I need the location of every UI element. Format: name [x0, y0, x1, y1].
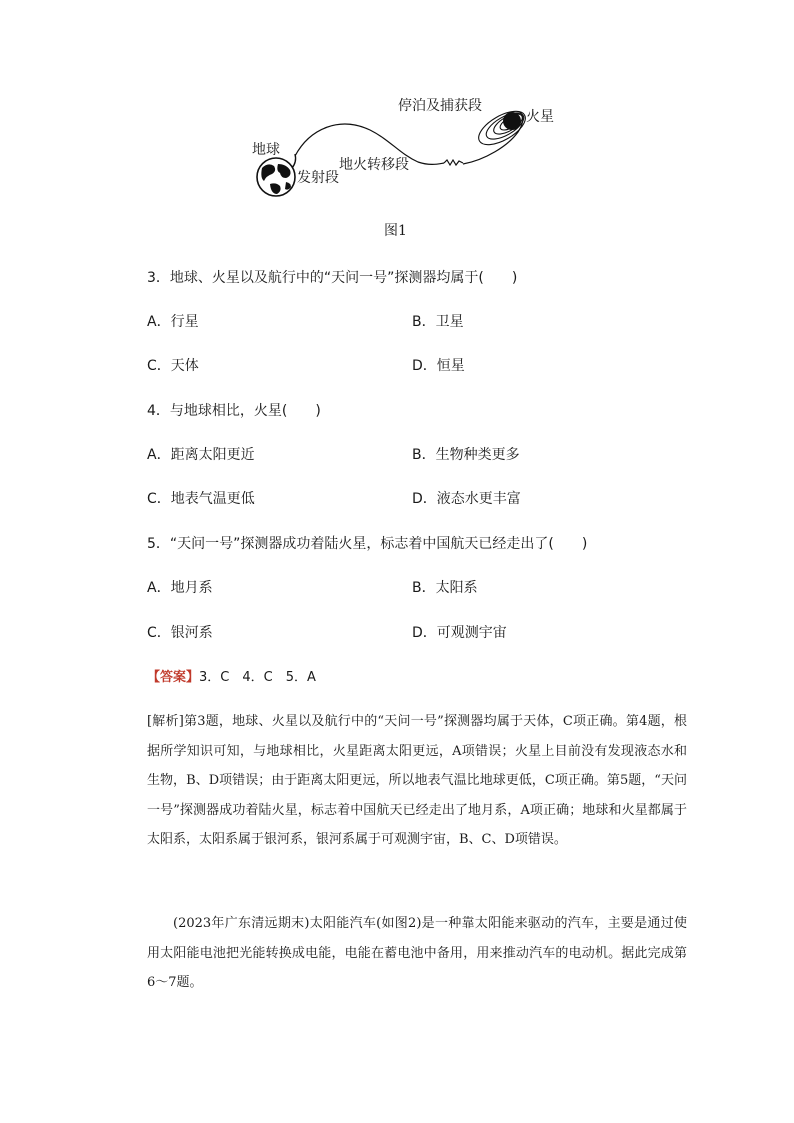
answer-line: [147, 666, 316, 685]
correction-zigzag: [444, 160, 463, 165]
q5-option-b: B．太阳系: [412, 580, 478, 596]
q4-option-d: D．液态水更丰富: [412, 491, 521, 507]
q5-option-a: A．地月系: [147, 580, 213, 596]
label-capture: 停泊及捕获段: [398, 98, 482, 114]
label-transfer: 地火转移段: [339, 157, 409, 173]
question-3-stem: 3．地球、火星以及航行中的“天问一号”探测器均属于( ): [147, 270, 518, 286]
capture-orbits: [473, 105, 530, 152]
trajectory-figure: [240, 88, 560, 216]
intro-paragraph: (2023年广东清远期末)太阳能汽车(如图2)是一种靠太阳能来驱动的汽车，主要是通过使用太阳能电池把光能转换成电能，电能在蓄电池中备用，用来推动汽车的电动机。据此完成第6～7题。: [147, 916, 687, 990]
q3-option-a: A．行星: [147, 314, 199, 330]
q3-option-d: D．恒星: [412, 358, 465, 374]
q4-option-c: C．地表气温更低: [147, 491, 255, 507]
label-launch: 发射段: [297, 170, 339, 186]
question-4-stem: 4．与地球相比，火星( ): [147, 403, 321, 419]
launch-arc: [292, 154, 296, 168]
trajectory-diagram: [240, 88, 560, 216]
q4-option-b: B．生物种类更多: [412, 447, 520, 463]
label-earth: 地球: [252, 142, 280, 158]
q4-option-a: A．距离太阳更近: [147, 447, 255, 463]
answer-tag: 【答案】: [147, 670, 200, 685]
q3-option-b: B．卫星: [412, 314, 464, 330]
q5-option-d: D．可观测宇宙: [412, 625, 507, 641]
earth-icon: [257, 158, 295, 196]
answer-text: 3．C 4．C 5．A: [199, 670, 316, 685]
question-5-stem: 5．“天问一号”探测器成功着陆火星，标志着中国航天已经走出了( ): [147, 536, 588, 552]
figure-caption: 图1: [384, 223, 407, 239]
mars-icon: [503, 112, 521, 130]
q3-option-c: C．天体: [147, 358, 199, 374]
q5-option-c: C．银河系: [147, 625, 213, 641]
analysis-paragraph: [解析]第3题，地球、火星以及航行中的“天问一号”探测器均属于天体，C项正确。第4题，根据所学知识可知，与地球相比，火星距离太阳更远，A项错误；火星上目前没有发现液态水和生物，B、D项错误；由于距离太阳更远，所以地表气温比地球更低，C项正确。第5题，“天问一号”探测器成功着陆火星，标志着中国航天已经走出了地月系，A项正确；地球和火星都属于太阳系，太阳系属于银河系，银河系属于可观测宇宙，B、C、D项错误。: [147, 714, 687, 847]
label-mars: 火星: [526, 109, 554, 125]
